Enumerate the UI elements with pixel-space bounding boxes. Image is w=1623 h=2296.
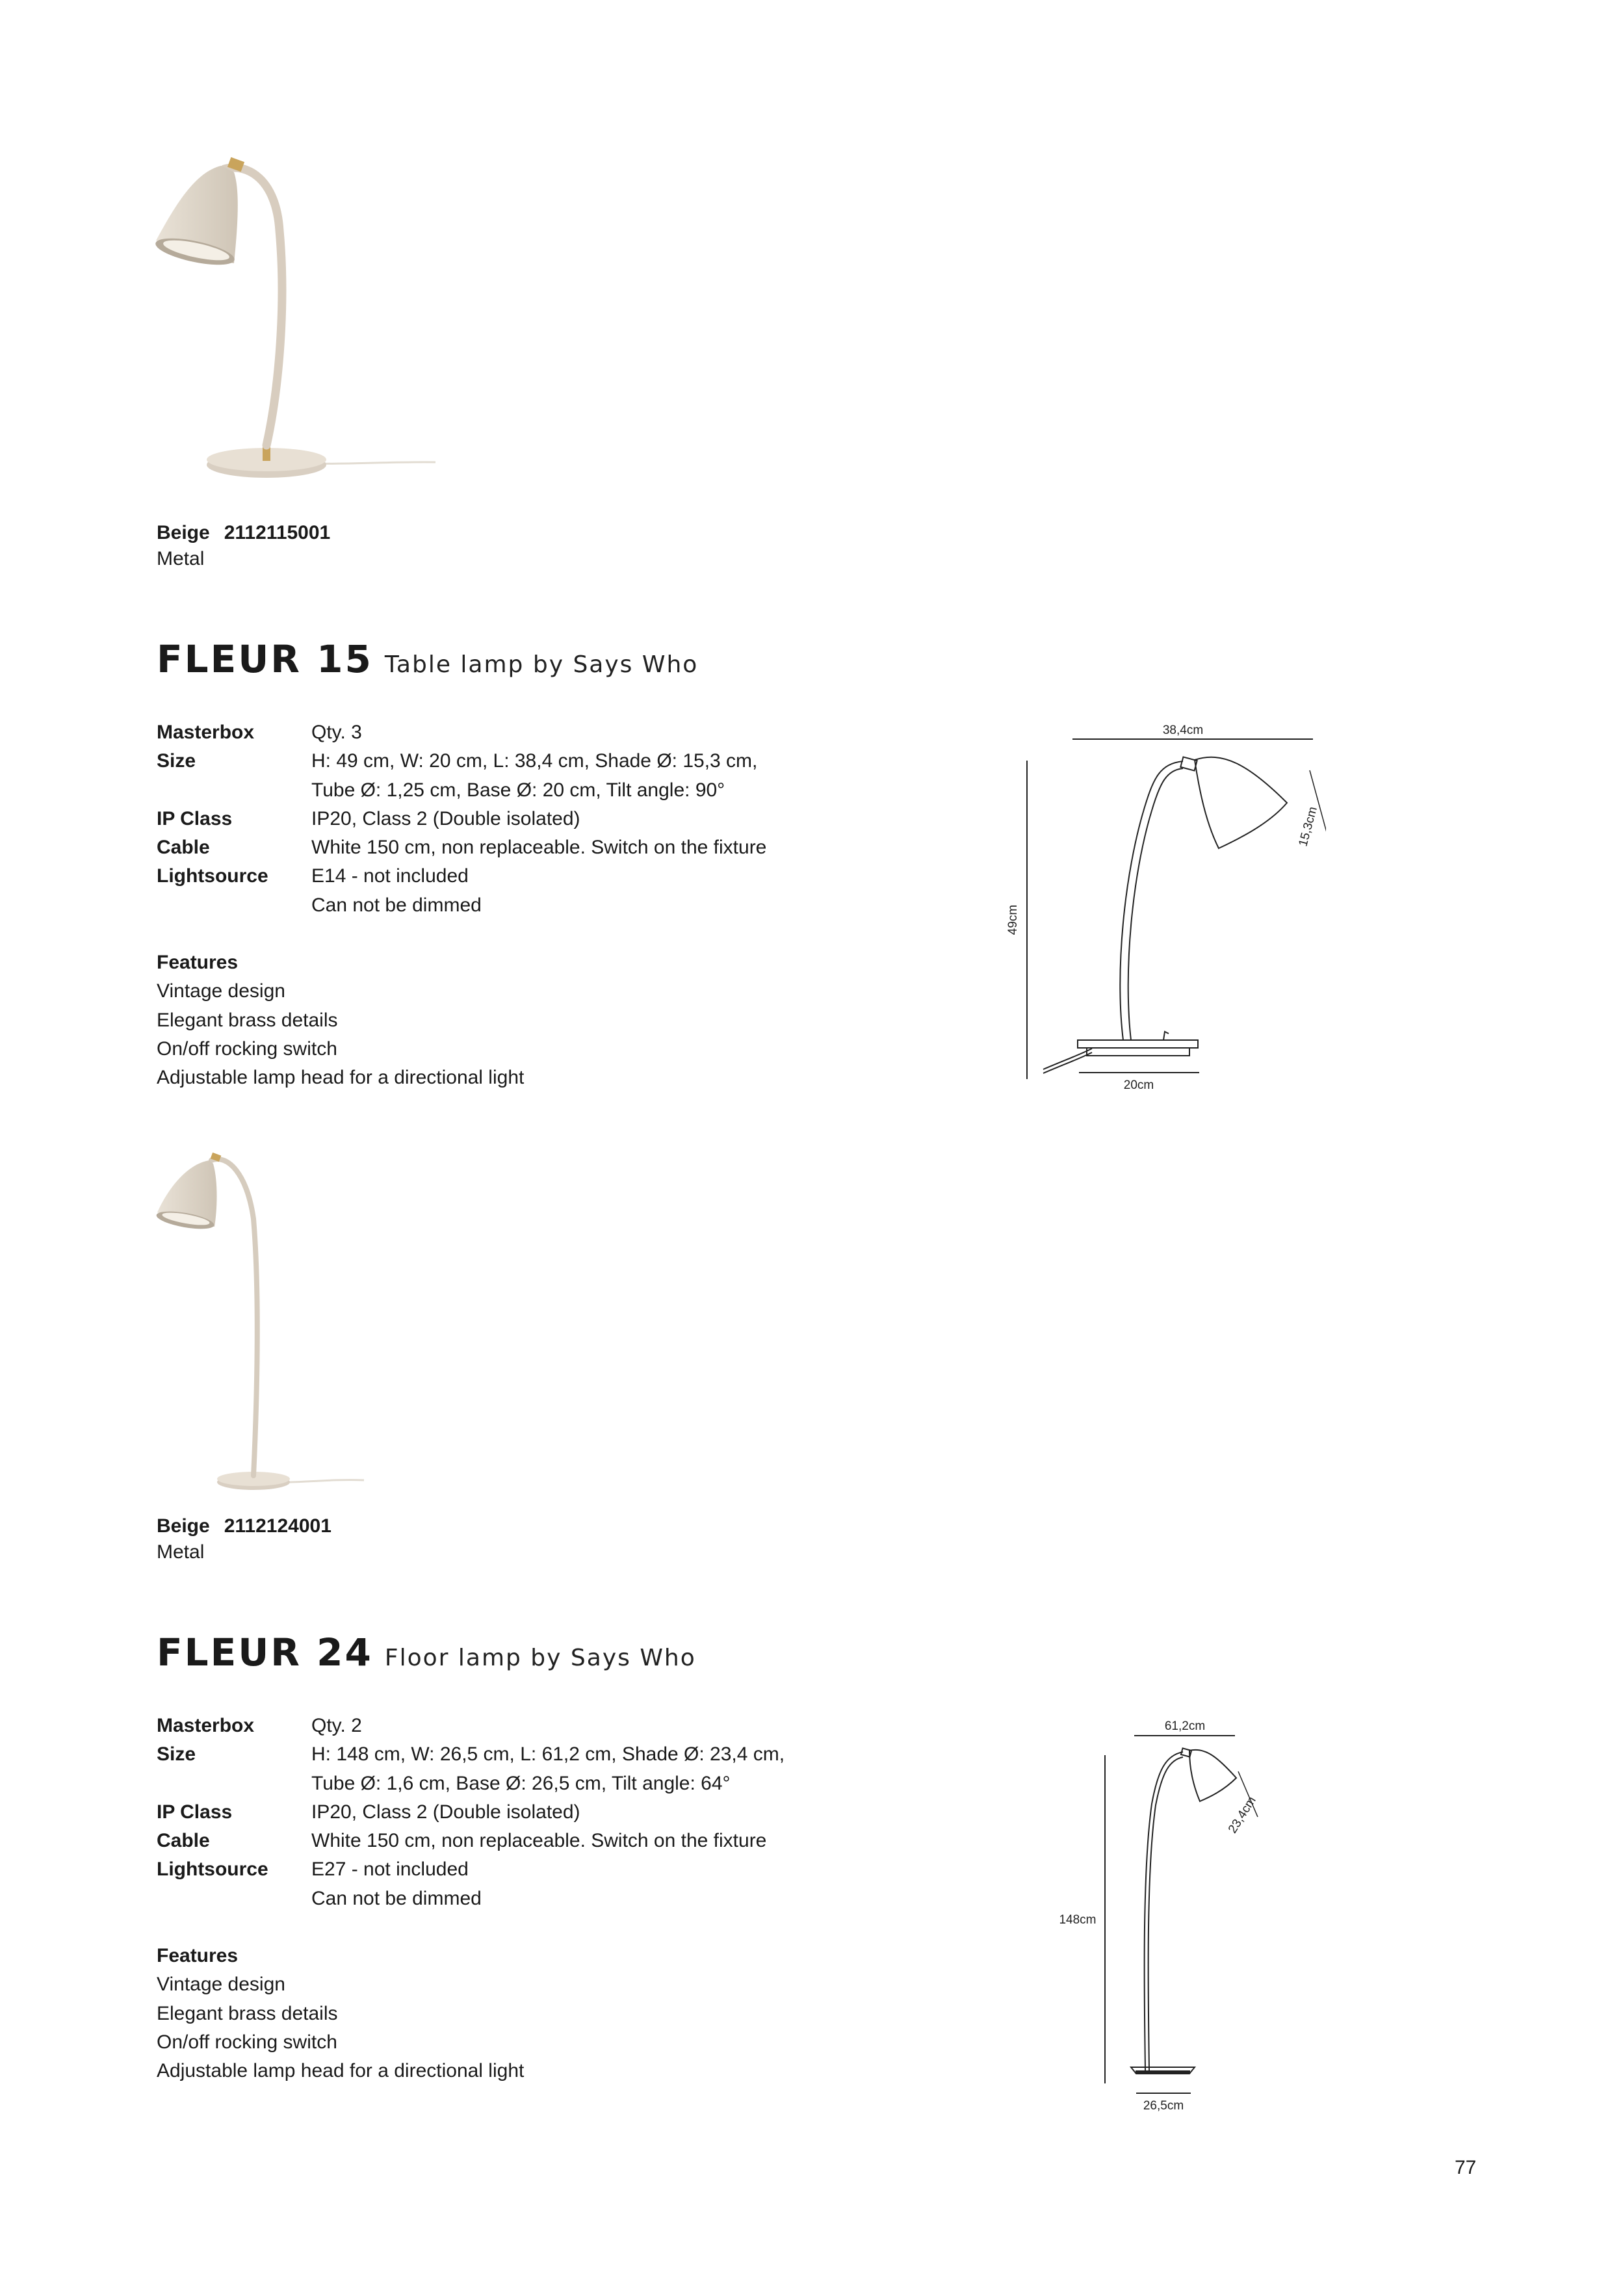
spec-label: IP Class — [157, 1801, 233, 1823]
spec-row-lightsource — [157, 1855, 785, 1913]
spec-value: Can not be dimmed — [311, 894, 482, 916]
drawing-cable — [1043, 1049, 1092, 1069]
features-heading: Features — [157, 1945, 239, 1966]
variant-material: Metal — [157, 548, 205, 569]
spec-value: Qty. 3 — [311, 722, 362, 743]
spec-row-size — [157, 747, 766, 805]
spec-row-ip-class — [157, 805, 766, 833]
variant-info — [157, 520, 330, 572]
floor-lamp-technical-drawing — [1046, 1706, 1306, 2116]
spec-row-ip-class — [157, 1798, 785, 1827]
spec-label: Masterbox — [157, 1715, 255, 1736]
features-heading: Features — [157, 952, 239, 973]
feature-item: Vintage design — [157, 980, 285, 1002]
feature-item: On/off rocking switch — [157, 1037, 337, 1060]
spec-label: IP Class — [157, 807, 233, 829]
features-list — [157, 1942, 524, 2085]
dimension-shade-label: 15,3cm — [1296, 805, 1320, 848]
spec-table — [157, 1712, 785, 1913]
dimension-height-label: 49cm — [1006, 904, 1020, 935]
spec-value: Tube Ø: 1,6 cm, Base Ø: 26,5 cm, Tilt angle: 64° — [311, 1772, 731, 1794]
spec-label: Size — [157, 750, 196, 772]
spec-label: Size — [157, 1743, 196, 1766]
dimension-height-label: 148cm — [1059, 1913, 1097, 1927]
product-name: FLEUR 15 — [157, 637, 373, 681]
product-title — [157, 637, 698, 681]
feature-item: Elegant brass details — [157, 1009, 338, 1031]
spec-label: Masterbox — [157, 722, 255, 743]
variant-color: Beige — [157, 522, 210, 543]
variant-info — [157, 1513, 331, 1565]
product-name: FLEUR 24 — [157, 1630, 373, 1675]
spec-value: E27 - not included — [311, 1859, 469, 1881]
spec-value: IP20, Class 2 (Double isolated) — [311, 1801, 580, 1823]
product-subtitle: Table lamp by Says Who — [384, 651, 699, 678]
dimension-base-label: 26,5cm — [1143, 2099, 1184, 2113]
drawing-cable — [1043, 1052, 1092, 1073]
spec-row-size — [157, 1740, 785, 1798]
spec-value: Can not be dimmed — [311, 1887, 482, 1909]
spec-value: Tube Ø: 1,25 cm, Base Ø: 20 cm, Tilt angle: 90° — [311, 779, 725, 801]
spec-value: Qty. 2 — [311, 1715, 362, 1736]
variant-number: 2112124001 — [224, 1515, 331, 1537]
drawing-joint — [1180, 757, 1197, 770]
variant-color: Beige — [157, 1515, 210, 1537]
feature-item: Vintage design — [157, 1974, 285, 1996]
spec-row-masterbox — [157, 1712, 785, 1740]
feature-item: Elegant brass details — [157, 2002, 338, 2024]
variant-material: Metal — [157, 1541, 205, 1563]
spec-row-cable — [157, 833, 766, 862]
drawing-shade — [1189, 1750, 1236, 1801]
spec-label: Lightsource — [157, 865, 268, 887]
spec-value: IP20, Class 2 (Double isolated) — [311, 807, 580, 829]
table-lamp-photo — [149, 140, 448, 504]
dimension-shade-label: 23,4cm — [1225, 1794, 1259, 1836]
drawing-pole — [1145, 1752, 1183, 2070]
feature-item: On/off rocking switch — [157, 2031, 337, 2053]
spec-label: Cable — [157, 1830, 210, 1852]
spec-row-lightsource — [157, 862, 766, 920]
spec-value: H: 49 cm, W: 20 cm, L: 38,4 cm, Shade Ø: 15,3 cm, — [311, 750, 758, 772]
spec-row-masterbox — [157, 718, 766, 747]
product-subtitle: Floor lamp by Says Who — [384, 1645, 696, 1671]
feature-item: Adjustable lamp head for a directional light — [157, 2060, 525, 2082]
features-list — [157, 948, 524, 1092]
drawing-base — [1087, 1048, 1189, 1056]
dimension-length-label: 61,2cm — [1164, 1719, 1206, 1733]
spec-value: White 150 cm, non replaceable. Switch on the fixture — [311, 1830, 767, 1852]
product-title — [157, 1630, 696, 1675]
spec-value: H: 148 cm, W: 26,5 cm, L: 61,2 cm, Shade Ø: 23,4 cm, — [311, 1743, 785, 1766]
variant-number: 2112115001 — [224, 522, 331, 543]
table-lamp-technical-drawing — [988, 712, 1326, 1102]
drawing-pole — [1149, 1757, 1183, 2070]
dimension-base-label: 20cm — [1123, 1078, 1154, 1092]
spec-value: White 150 cm, non replaceable. Switch on the fixture — [311, 837, 767, 859]
spec-value: E14 - not included — [311, 865, 469, 887]
spec-label: Cable — [157, 837, 210, 859]
drawing-switch — [1163, 1032, 1169, 1040]
drawing-arm — [1120, 761, 1183, 1040]
drawing-base — [1078, 1040, 1198, 1048]
drawing-arm — [1128, 768, 1183, 1040]
drawing-shade — [1195, 757, 1287, 848]
spec-table — [157, 718, 766, 920]
spec-row-cable — [157, 1827, 785, 1855]
floor-lamp-photo — [149, 1134, 396, 1498]
dimension-length-label: 38,4cm — [1162, 724, 1204, 737]
page-number: 77 — [1455, 2157, 1477, 2178]
spec-label: Lightsource — [157, 1859, 268, 1881]
feature-item: Adjustable lamp head for a directional light — [157, 1067, 525, 1089]
